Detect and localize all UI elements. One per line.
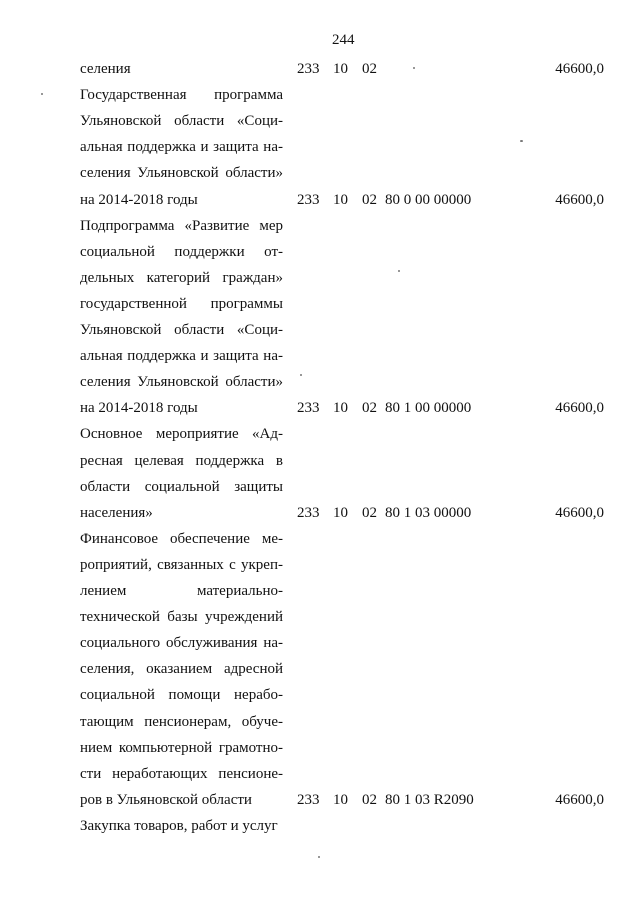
row-text-line: социального обслуживания на- bbox=[80, 635, 283, 652]
row-text-line: дельных категорий граждан» bbox=[80, 269, 283, 286]
amount: 46600,0 bbox=[555, 61, 604, 77]
scan-speck bbox=[520, 140, 523, 142]
row-text-line: области социальной защиты bbox=[80, 478, 283, 495]
row-text-line: Ульяновской области «Соци- bbox=[80, 113, 283, 130]
target-article-code: 80 1 03 R2090 bbox=[385, 791, 474, 808]
subsection-code: 02 bbox=[362, 400, 377, 417]
section-code: 10 bbox=[333, 61, 348, 77]
target-article-code: 80 1 03 00000 bbox=[385, 504, 472, 521]
row-text-line: социальной помощи нерабо- bbox=[80, 687, 283, 704]
row-text-line: роприятий, связанных с укреп- bbox=[80, 556, 283, 573]
row-text-line: Основное мероприятие «Ад- bbox=[80, 426, 283, 443]
row-text-line: селения Ульяновской области» bbox=[80, 165, 283, 182]
section-code: 10 bbox=[333, 791, 348, 808]
row-text-line: сти неработающих пенсионе- bbox=[80, 765, 283, 782]
row-text-line: альная поддержка и защита на- bbox=[80, 139, 283, 156]
row-text-line: на 2014-2018 годы bbox=[80, 191, 198, 208]
section-code: 10 bbox=[333, 504, 348, 521]
subsection-code: 02 bbox=[362, 791, 377, 808]
row-text-line: социальной поддержки от- bbox=[80, 243, 283, 260]
amount: 46600,0 bbox=[555, 191, 604, 208]
scan-speck bbox=[41, 93, 43, 95]
gov-code: 233 bbox=[297, 61, 320, 77]
row-text-line: селения Ульяновской области» bbox=[80, 374, 283, 391]
row-text-line: Государственная программа bbox=[80, 87, 283, 104]
row-text-line: Подпрограмма «Развитие мер bbox=[80, 217, 283, 234]
row-text-line: на 2014-2018 годы bbox=[80, 400, 198, 417]
scan-speck bbox=[398, 270, 400, 272]
section-code: 10 bbox=[333, 191, 348, 208]
gov-code: 233 bbox=[297, 791, 320, 808]
gov-code: 233 bbox=[297, 400, 320, 417]
row-text-line: селения, оказанием адресной bbox=[80, 661, 283, 678]
amount: 46600,0 bbox=[555, 504, 604, 521]
page-number: 244 bbox=[332, 32, 355, 48]
row-text-line: селения bbox=[80, 61, 131, 77]
row-text-line: нием компьютерной грамотно- bbox=[80, 739, 283, 756]
row-text-line: ресная целевая поддержка в bbox=[80, 452, 283, 469]
gov-code: 233 bbox=[297, 191, 320, 208]
row-text-line: Финансовое обеспечение ме- bbox=[80, 530, 283, 547]
row-text-line: государственной программы bbox=[80, 295, 283, 312]
row-text-line: тающим пенсионерам, обуче- bbox=[80, 713, 283, 730]
subsection-code: 02 bbox=[362, 191, 377, 208]
scan-speck bbox=[318, 856, 320, 858]
section-code: 10 bbox=[333, 400, 348, 417]
target-article-code: 80 1 00 00000 bbox=[385, 400, 472, 417]
row-text-line: лением материально- bbox=[80, 583, 283, 599]
target-article-code: 80 0 00 00000 bbox=[385, 191, 472, 208]
row-text-line: ров в Ульяновской области bbox=[80, 791, 252, 808]
amount: 46600,0 bbox=[555, 791, 604, 808]
scan-speck bbox=[413, 67, 415, 69]
gov-code: 233 bbox=[297, 504, 320, 521]
amount: 46600,0 bbox=[555, 400, 604, 417]
subsection-code: 02 bbox=[362, 504, 377, 521]
row-text-line: альная поддержка и защита на- bbox=[80, 348, 283, 365]
row-text-line: Закупка товаров, работ и услуг bbox=[80, 817, 278, 834]
row-text-line: технической базы учреждений bbox=[80, 609, 283, 626]
subsection-code: 02 bbox=[362, 61, 377, 77]
row-text-line: Ульяновской области «Соци- bbox=[80, 322, 283, 338]
row-text-line: населения» bbox=[80, 504, 153, 521]
scan-speck bbox=[300, 374, 302, 376]
